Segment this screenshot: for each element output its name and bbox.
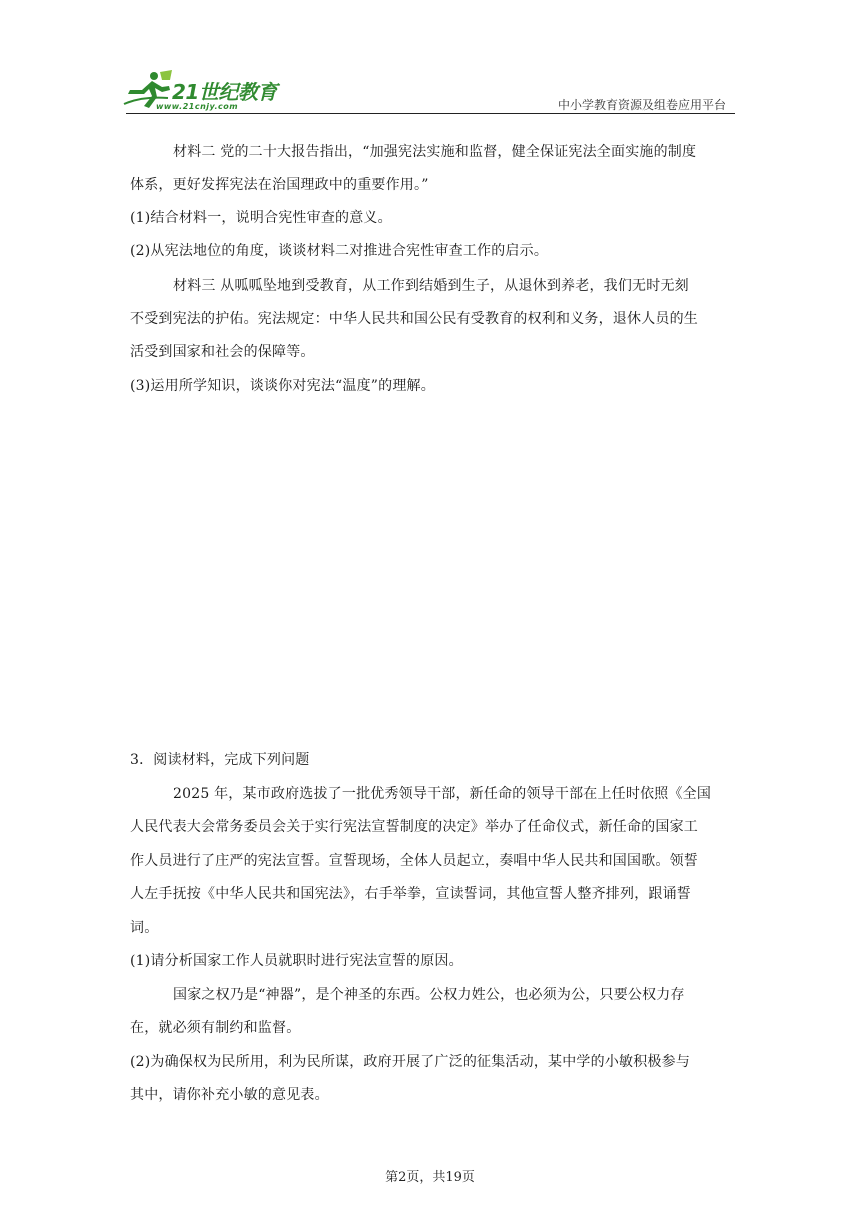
q2-material3-line2: 不受到宪法的护佑。宪法规定：中华人民共和国公民有受教育的权利和义务，退休人员的生 — [130, 311, 698, 327]
q3-para1-line1: 2025 年，某市政府选拔了一批优秀领导干部，新任命的领导干部在上任时依照《全国 — [173, 786, 712, 802]
q2-material3-line3: 活受到国家和社会的保障等。 — [130, 344, 315, 360]
q3-para1-line3: 作人员进行了庄严的宪法宣誓。宣誓现场，全体人员起立，奏唱中华人民共和国国歌。领誓 — [130, 853, 698, 869]
q2-sub-question-2: (2)从宪法地位的角度，谈谈材料二对推进合宪性审查工作的启示。 — [130, 243, 549, 259]
platform-name: 中小学教育资源及组卷应用平台 — [557, 98, 726, 112]
q3-para1-line2: 人民代表大会常务委员会关于实行宪法宣誓制度的决定》举办了任命仪式，新任命的国家工 — [130, 819, 698, 835]
page-header — [0, 0, 860, 120]
site-logo[interactable] — [122, 68, 292, 114]
q3-para1-line4: 人左手抚按《中华人民共和国宪法》，右手举拳，宣读誓词，其他宣誓人整齐排列，跟诵誓 — [130, 886, 691, 902]
q2-sub-question-3: (3)运用所学知识，谈谈你对宪法“温度”的理解。 — [130, 378, 435, 394]
q2-material2-line2: 体系，更好发挥宪法在治国理政中的重要作用。” — [130, 177, 429, 193]
q2-material2-line1: 材料二 党的二十大报告指出，“加强宪法实施和监督，健全保证宪法全面实施的制度 — [173, 144, 697, 160]
q3-para1-line5: 词。 — [130, 920, 159, 936]
logo-url: www.21cnjy.com — [156, 102, 239, 111]
q3-para2-line1: 国家之权乃是“神器”，是个神圣的东西。公权力姓公，也必须为公，只要公权力存 — [173, 987, 685, 1003]
page-number: 第2页，共19页 — [385, 1170, 475, 1185]
q3-para2-line2: 在，就必须有制约和监督。 — [130, 1020, 301, 1036]
q2-sub-question-1: (1)结合材料一，说明合宪性审查的意义。 — [130, 210, 392, 226]
q2-material3-line1: 材料三 从呱呱坠地到受教育，从工作到结婚到生子，从退休到养老，我们无时无刻 — [173, 278, 689, 294]
q3-sub-question-2-line1: (2)为确保权为民所用，利为民所谋，政府开展了广泛的征集活动，某中学的小敏积极参与 — [130, 1054, 691, 1070]
q3-sub-question-1: (1)请分析国家工作人员就职时进行宪法宣誓的原因。 — [130, 953, 463, 969]
logo-text: 21世纪教育 — [172, 80, 277, 104]
q3-title: 3．阅读材料，完成下列问题 — [130, 752, 310, 768]
q3-sub-question-2-line2: 其中，请你补充小敏的意见表。 — [130, 1087, 329, 1103]
header-divider — [126, 113, 735, 114]
